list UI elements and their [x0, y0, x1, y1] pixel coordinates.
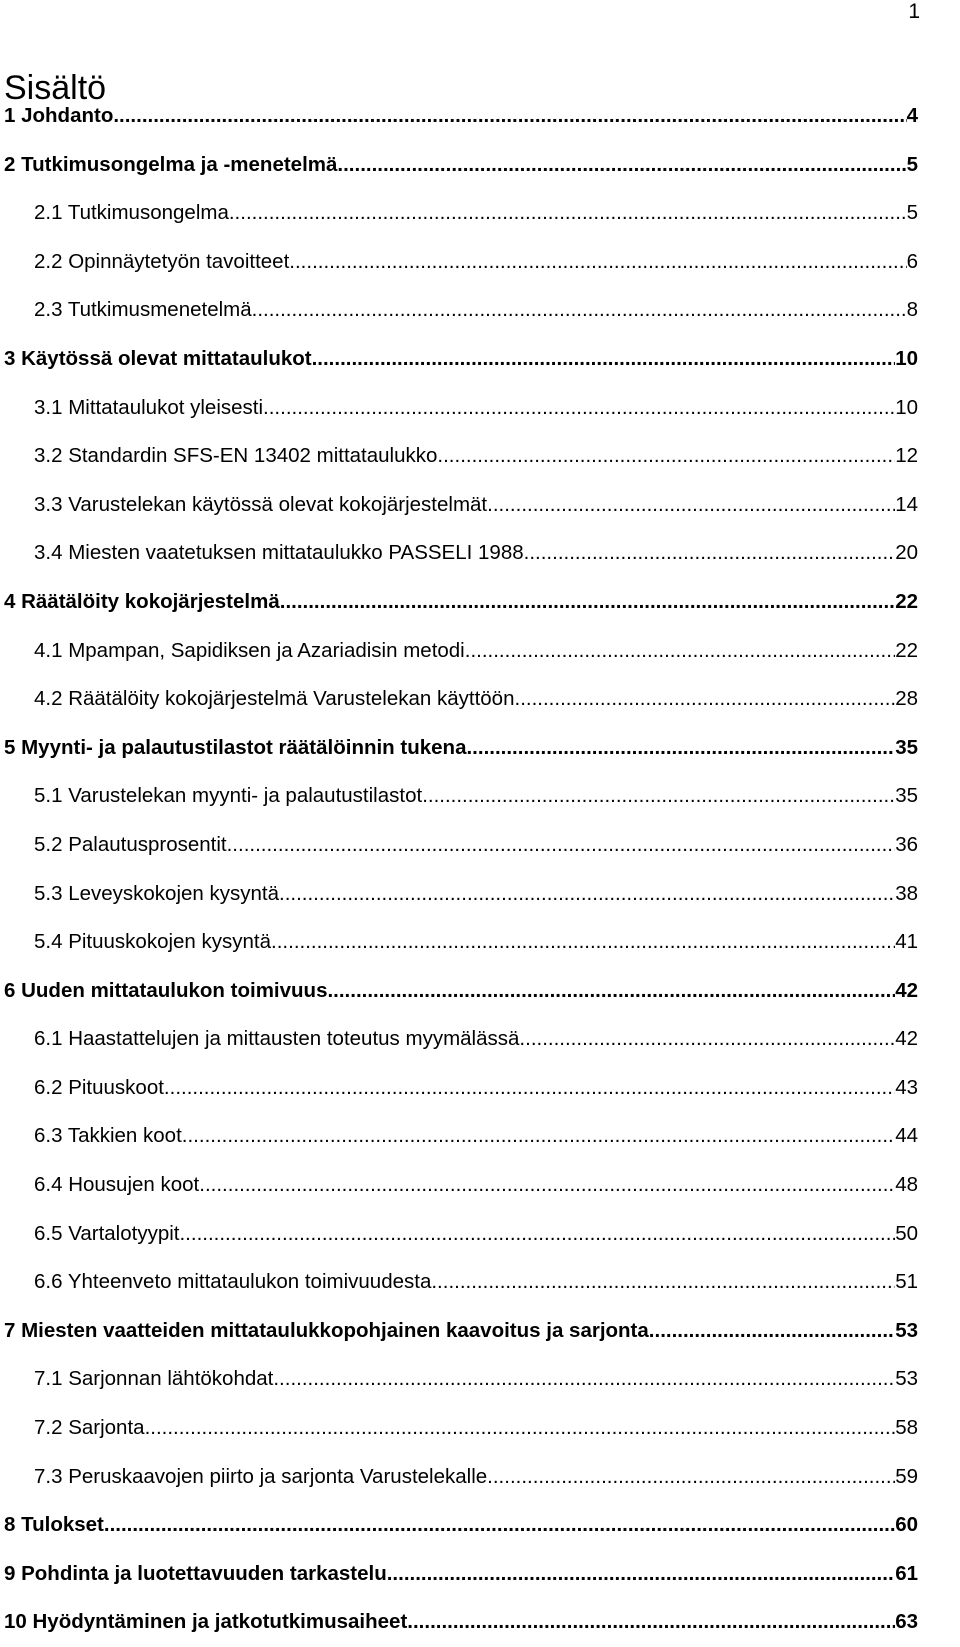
toc-entry-title: 5.1 Varustelekan myynti- ja palautustilastot: [34, 784, 423, 808]
toc-entry-page: 10: [895, 395, 918, 419]
toc-entry-title: 6.4 Housujen koot: [34, 1173, 200, 1197]
toc-dot-leader: [271, 918, 895, 967]
toc-entry[interactable]: [0, 141, 918, 190]
toc-entry-title: 1 Johdanto: [4, 104, 114, 127]
toc-dot-leader: [164, 1064, 895, 1113]
toc-entry[interactable]: [0, 529, 918, 578]
toc-dot-leader: [465, 627, 895, 676]
toc-entry[interactable]: [0, 918, 918, 967]
toc-entry-page: 6: [906, 249, 918, 273]
toc-entry[interactable]: [0, 335, 918, 384]
toc-entry-page: 20: [895, 541, 918, 565]
toc-dot-leader: [487, 1453, 895, 1502]
toc-entry-title: 3.4 Miesten vaatetuksen mittataulukko PASSELI 1988: [34, 541, 524, 565]
toc-entry-page: 10: [895, 346, 918, 370]
toc-entry-title: 5 Myynti- ja palautustilastot räätälöinnin tukena: [4, 735, 467, 759]
page-number: 1: [908, 0, 920, 23]
toc-entry-page: 22: [895, 589, 918, 613]
toc-dot-leader: [263, 384, 895, 433]
toc-entry-title: 3.2 Standardin SFS-EN 13402 mittataulukko: [34, 444, 438, 468]
toc-entry-title: 6.5 Vartalotyypit: [34, 1221, 180, 1245]
toc-entry-title: 4.1 Mpampan, Sapidiksen ja Azariadisin metodi: [34, 638, 465, 662]
toc-entry-page: 22: [895, 638, 918, 662]
toc-entry-title: 6.2 Pituuskoot: [34, 1075, 164, 1099]
toc-entry-page: 28: [895, 687, 918, 711]
toc-entry-title: 5.2 Palautusprosentit: [34, 832, 227, 856]
toc-entry-page: 42: [895, 978, 918, 1002]
toc-entry-page: 53: [895, 1367, 918, 1391]
toc-entry-title: 6 Uuden mittataulukon toimivuus: [4, 978, 328, 1002]
toc-entry-title: 6.6 Yhteenveto mittataulukon toimivuudesta: [34, 1270, 432, 1294]
toc-entry-page: 8: [906, 298, 918, 322]
toc-entry[interactable]: [0, 627, 918, 676]
toc-entry[interactable]: [0, 1355, 918, 1404]
toc-dot-leader: [515, 675, 896, 724]
toc-dot-leader: [280, 578, 895, 627]
toc-dot-leader: [279, 870, 895, 919]
toc-entry-title: 6.3 Takkien koot: [34, 1124, 182, 1148]
toc-entry-page: 38: [895, 881, 918, 905]
toc-dot-leader: [182, 1112, 895, 1161]
toc-entry-title: 2.3 Tutkimusmenetelmä: [34, 298, 252, 322]
toc-entry[interactable]: [0, 724, 918, 773]
toc-entry[interactable]: [0, 286, 918, 335]
toc-entry[interactable]: [0, 1161, 918, 1210]
toc-entry-page: 61: [895, 1561, 918, 1585]
toc-dot-leader: [387, 1550, 895, 1599]
toc-entry-title: 7.3 Peruskaavojen piirto ja sarjonta Varustelekalle: [34, 1464, 488, 1488]
toc-dot-leader: [407, 1598, 895, 1647]
toc-entry[interactable]: [0, 1501, 918, 1550]
toc-entry-page: 50: [895, 1221, 918, 1245]
toc-entry[interactable]: [0, 481, 918, 530]
toc-entry[interactable]: [0, 1258, 918, 1307]
toc-dot-leader: [289, 238, 906, 287]
toc-entry[interactable]: [0, 1404, 918, 1453]
toc-entry[interactable]: [0, 384, 918, 433]
toc-dot-leader: [179, 1210, 895, 1259]
toc-title: Sisältö: [4, 69, 107, 107]
toc-entry-title: 2 Tutkimusongelma ja -menetelmä: [4, 152, 338, 176]
toc-dot-leader: [466, 724, 895, 773]
toc-dot-leader: [327, 967, 895, 1016]
toc-entry-page: 60: [895, 1513, 918, 1537]
toc-entry-title: 3.1 Mittataulukot yleisesti: [34, 395, 264, 419]
toc-entry-title: 5.3 Leveyskokojen kysyntä: [34, 881, 279, 905]
toc-entry[interactable]: [0, 1064, 918, 1113]
toc-entry[interactable]: [0, 1598, 918, 1647]
toc-entry-page: 5: [906, 152, 918, 176]
toc-entry[interactable]: [0, 1550, 918, 1599]
toc-entry-title: 3 Käytössä olevat mittataulukot: [4, 346, 312, 370]
toc-dot-leader: [437, 432, 895, 481]
toc-entry-title: 10 Hyödyntäminen ja jatkotutkimusaiheet: [4, 1610, 408, 1634]
toc-entry-title: 9 Pohdinta ja luotettavuuden tarkastelu: [4, 1561, 387, 1585]
toc-entry[interactable]: [0, 189, 918, 238]
toc-dot-leader: [312, 335, 896, 384]
toc-dot-leader: [273, 1355, 895, 1404]
toc-entry[interactable]: [0, 1112, 918, 1161]
toc-entry-page: 14: [895, 492, 918, 516]
toc-dot-leader: [199, 1161, 895, 1210]
toc-entry-title: 6.1 Haastattelujen ja mittausten toteutus myymälässä: [34, 1027, 520, 1051]
toc-entry-page: 58: [895, 1416, 918, 1440]
toc-entry-title: 7.1 Sarjonnan lähtökohdat: [34, 1367, 274, 1391]
toc-entry-page: 35: [895, 784, 918, 808]
toc-entry[interactable]: [0, 675, 918, 724]
toc-entry-page: 43: [895, 1075, 918, 1099]
toc-entry[interactable]: [0, 1210, 918, 1259]
toc-entry-page: 44: [895, 1124, 918, 1148]
toc-entry[interactable]: [0, 578, 918, 627]
toc-dot-leader: [229, 189, 907, 238]
toc-entry-page: 35: [895, 735, 918, 759]
toc-dot-leader: [431, 1258, 895, 1307]
toc-entry[interactable]: [0, 870, 918, 919]
toc-entry-page: 48: [895, 1173, 918, 1197]
toc-entry[interactable]: [0, 967, 918, 1016]
toc-entry-page: 51: [895, 1270, 918, 1294]
toc-dot-leader: [487, 481, 895, 530]
toc-entry-title: 2.1 Tutkimusongelma: [34, 201, 229, 225]
toc-entry-title: 7.2 Sarjonta: [34, 1416, 145, 1440]
toc-dot-leader: [227, 821, 896, 870]
toc-dot-leader: [519, 1015, 895, 1064]
toc-entry-title: 4.2 Räätälöity kokojärjestelmä Varustelekan käyttöön: [34, 687, 515, 711]
toc-entry-title: 5.4 Pituuskokojen kysyntä: [34, 930, 272, 954]
toc-entry[interactable]: [0, 772, 918, 821]
toc-entry[interactable]: [0, 92, 918, 141]
toc-entry-page: 36: [895, 832, 918, 856]
toc-entry[interactable]: [0, 238, 918, 287]
toc-entry-page: 4: [906, 104, 918, 127]
toc-entry-page: 12: [895, 444, 918, 468]
toc-dot-leader: [104, 1501, 895, 1550]
table-of-contents: [0, 92, 918, 1647]
toc-entry-title: 2.2 Opinnäytetyön tavoitteet: [34, 249, 290, 273]
toc-dot-leader: [113, 92, 906, 141]
toc-entry-title: 7 Miesten vaatteiden mittataulukkopohjainen kaavoitus ja sarjonta: [4, 1318, 649, 1342]
toc-entry-page: 63: [895, 1610, 918, 1634]
toc-entry-page: 42: [895, 1027, 918, 1051]
toc-dot-leader: [422, 772, 895, 821]
toc-entry[interactable]: [0, 1453, 918, 1502]
toc-entry-title: 3.3 Varustelekan käytössä olevat kokojärjestelmät: [34, 492, 488, 516]
toc-dot-leader: [649, 1307, 895, 1356]
toc-entry[interactable]: [0, 432, 918, 481]
toc-entry[interactable]: [0, 821, 918, 870]
toc-entry[interactable]: [0, 1307, 918, 1356]
toc-entry-page: 53: [895, 1318, 918, 1342]
toc-entry-page: 59: [895, 1464, 918, 1488]
toc-entry-page: 5: [906, 201, 918, 225]
toc-entry-title: 8 Tulokset: [4, 1513, 104, 1537]
toc-dot-leader: [145, 1404, 896, 1453]
toc-dot-leader: [524, 529, 896, 578]
toc-entry-title: 4 Räätälöity kokojärjestelmä: [4, 589, 280, 613]
toc-entry[interactable]: [0, 1015, 918, 1064]
toc-dot-leader: [252, 286, 907, 335]
toc-dot-leader: [337, 141, 906, 190]
toc-entry-page: 41: [895, 930, 918, 954]
